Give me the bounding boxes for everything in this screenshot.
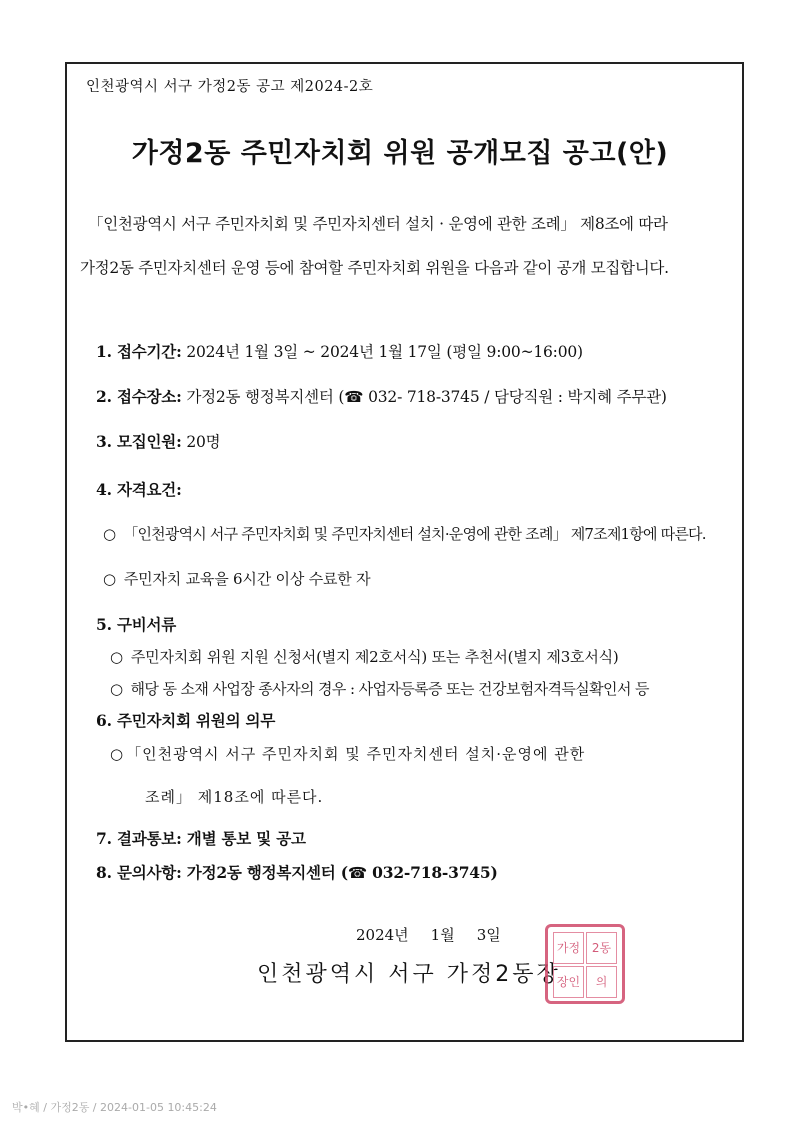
bullet-icon: ○ (110, 648, 123, 666)
bullet-icon: ○ (103, 570, 116, 588)
item-label: 2. 접수장소: (96, 387, 182, 406)
item-qualifications (96, 478, 182, 500)
bullet-text: 「인천광역시 서구 주민자치회 및 주민자치센터 설치·운영에 관한 (126, 745, 586, 763)
bullet-text: 주민자치회 위원 지원 신청서(별지 제2호서식) 또는 추천서(별지 제3호서식) (130, 648, 619, 666)
item-value: 20명 (181, 433, 221, 451)
item-reception-place (96, 385, 667, 407)
date-month: 1월 (430, 926, 455, 944)
issue-date (356, 924, 523, 945)
intro-line-1: 「인천광역시 서구 주민자치회 및 주민자치센터 설치 · 운영에 관한 조례」 제8조에 따라 (88, 215, 668, 233)
item-label: 5. 구비서류 (96, 615, 177, 634)
item-label: 6. 주민자치회 위원의 의무 (96, 711, 276, 730)
item-value: 개별 통보 및 공고 (181, 829, 306, 848)
item-label: 3. 모집인원: (96, 432, 182, 451)
item-value: 가정2동 행정복지센터 ( (181, 388, 345, 406)
document-number: 인천광역시 서구 가정2동 공고 제2024-2호 (86, 79, 374, 95)
document-title: 가정2동 주민자치회 위원 공개모집 공고(안) (131, 138, 669, 169)
item-label: 4. 자격요건: (96, 480, 182, 499)
print-watermark: 박•혜 / 가정2동 / 2024-01-05 10:45:24 (12, 1101, 217, 1114)
bullet-text: 「인천광역시 서구 주민자치회 및 주민자치센터 설치·운영에 관한 조례」 제7조제1항에 따른다. (123, 525, 706, 543)
date-year: 2024년 (356, 926, 409, 944)
item-result-notice (96, 827, 306, 849)
item-recruit-count (96, 430, 220, 452)
bullet-text: 해당 동 소재 사업장 종사자의 경우 : 사업자등록증 또는 건강보험자격득실확인서 등 (130, 680, 649, 698)
item-inquiries (96, 861, 498, 883)
seal-char: 2동 (586, 932, 617, 964)
item-label: 1. 접수기간: (96, 342, 182, 361)
signer-name: 인천광역시 서구 가정2동장 (257, 962, 561, 987)
document-bullet (110, 646, 619, 667)
bullet-icon: ○ (103, 525, 116, 543)
bullet-icon: ○ (110, 680, 123, 698)
date-day: 3일 (476, 926, 501, 944)
seal-char: 의 (586, 966, 617, 998)
item-member-duties (96, 709, 275, 731)
duty-bullet-continuation: 조례」 제18조에 따른다. (145, 788, 324, 806)
item-label: 7. 결과통보: (96, 829, 182, 848)
qualification-bullet (103, 568, 370, 589)
document-bullet (110, 678, 649, 699)
document-border (65, 62, 744, 1042)
bullet-text: 주민자치 교육을 6시간 이상 수료한 자 (123, 570, 371, 588)
item-value: 2024년 1월 3일 ~ 2024년 1월 17일 (평일 9:00~16:00) (181, 343, 583, 361)
phone-icon: ☎ (344, 388, 364, 406)
seal-char: 가정 (553, 932, 584, 964)
item-value: 가정2동 행정복지센터 ( (181, 863, 348, 882)
seal-char: 장인 (553, 966, 584, 998)
official-seal-icon (545, 924, 625, 1004)
item-reception-period (96, 340, 583, 362)
item-required-documents (96, 613, 176, 635)
duty-bullet (110, 743, 585, 764)
qualification-bullet (103, 523, 706, 544)
bullet-icon: ○ (110, 745, 125, 763)
phone-icon: ☎ (347, 864, 367, 882)
item-label: 8. 문의사항: (96, 863, 182, 882)
intro-line-2: 가정2동 주민자치센터 운영 등에 참여할 주민자치회 위원을 다음과 같이 공개 모집합니다. (80, 259, 669, 277)
item-value: 032-718-3745) (366, 863, 498, 882)
item-value: 032- 718-3745 / 담당직원 : 박지혜 주무관) (363, 388, 667, 406)
